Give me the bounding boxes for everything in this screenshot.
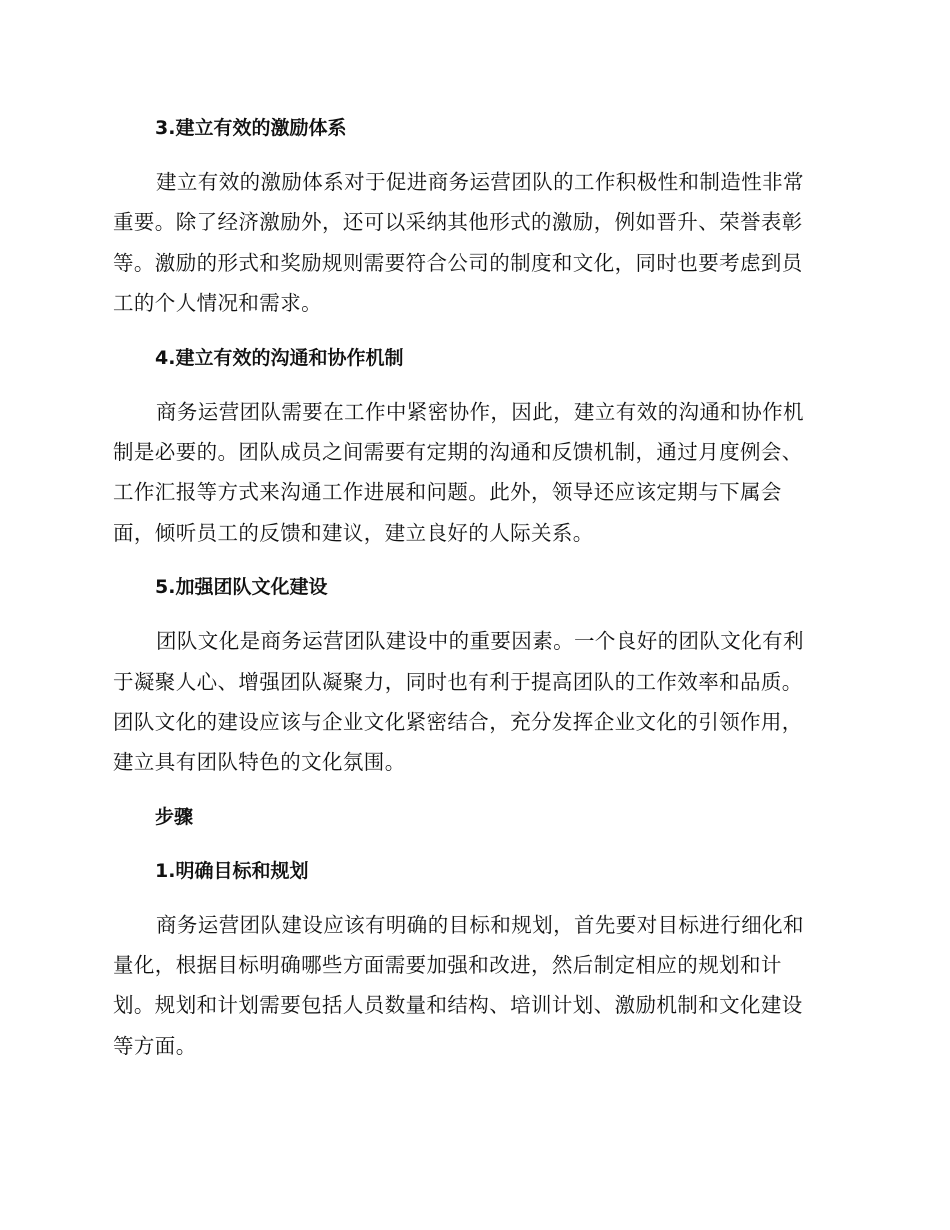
section-heading: 4.建立有效的沟通和协作机制 (155, 346, 404, 369)
paragraph-line: 建立具有团队特色的文化氛围。 (113, 750, 406, 775)
paragraph-line: 建立有效的激励体系对于促进商务运营团队的工作积极性和制造性非常 (156, 170, 804, 194)
section-paragraph (113, 621, 833, 783)
paragraph-line: 重要。除了经济激励外，还可以采纳其他形式的激励，例如晋升、荣誉表彰 (113, 210, 803, 235)
paragraph-line: 团队文化的建设应该与企业文化紧密结合，充分发挥企业文化的引领作用， (113, 709, 803, 734)
section-goals (113, 851, 833, 1067)
paragraph-line: 划。规划和计划需要包括人员数量和结构、培训计划、激励机制和文化建设 (113, 993, 803, 1018)
section-paragraph (113, 905, 833, 1067)
paragraph-line: 于凝聚人心、增强团队凝聚力，同时也有利于提高团队的工作效率和品质。 (113, 669, 803, 694)
section-heading: 5.加强团队文化建设 (155, 576, 328, 599)
paragraph-line: 等方面。 (113, 1033, 197, 1058)
paragraph-line: 团队文化是商务运营团队建设中的重要因素。一个良好的团队文化有利 (156, 629, 804, 654)
document-page (113, 108, 833, 1066)
paragraph-line: 工作汇报等方式来沟通工作进展和问题。此外，领导还应该定期与下属会 (113, 480, 782, 505)
paragraph-line: 制是必要的。团队成员之间需要有定期的沟通和反馈机制，通过月度例会、 (113, 439, 803, 464)
section-communication (113, 338, 833, 568)
paragraph-line: 量化，根据目标明确哪些方面需要加强和改进，然后制定相应的规划和计 (113, 953, 782, 978)
section-heading: 3.建立有效的激励体系 (155, 117, 347, 139)
paragraph-line: 面，倾听员工的反馈和建议，建立良好的人际关系。 (113, 520, 594, 545)
section-paragraph (113, 162, 833, 324)
section-paragraph (113, 392, 833, 554)
section-heading: 步骤 (155, 805, 194, 828)
paragraph-line: 商务运营团队建设应该有明确的目标和规划，首先要对目标进行细化和 (156, 912, 804, 937)
section-heading: 1.明确目标和规划 (155, 859, 309, 882)
paragraph-line: 商务运营团队需要在工作中紧密协作，因此，建立有效的沟通和协作机 (156, 399, 804, 424)
paragraph-line: 等。激励的形式和奖励规则需要符合公司的制度和文化，同时也要考虑到员 (113, 250, 803, 275)
section-steps (113, 797, 833, 851)
section-culture (113, 567, 833, 797)
paragraph-line: 工的个人情况和需求。 (113, 291, 322, 316)
section-incentive (113, 108, 833, 338)
